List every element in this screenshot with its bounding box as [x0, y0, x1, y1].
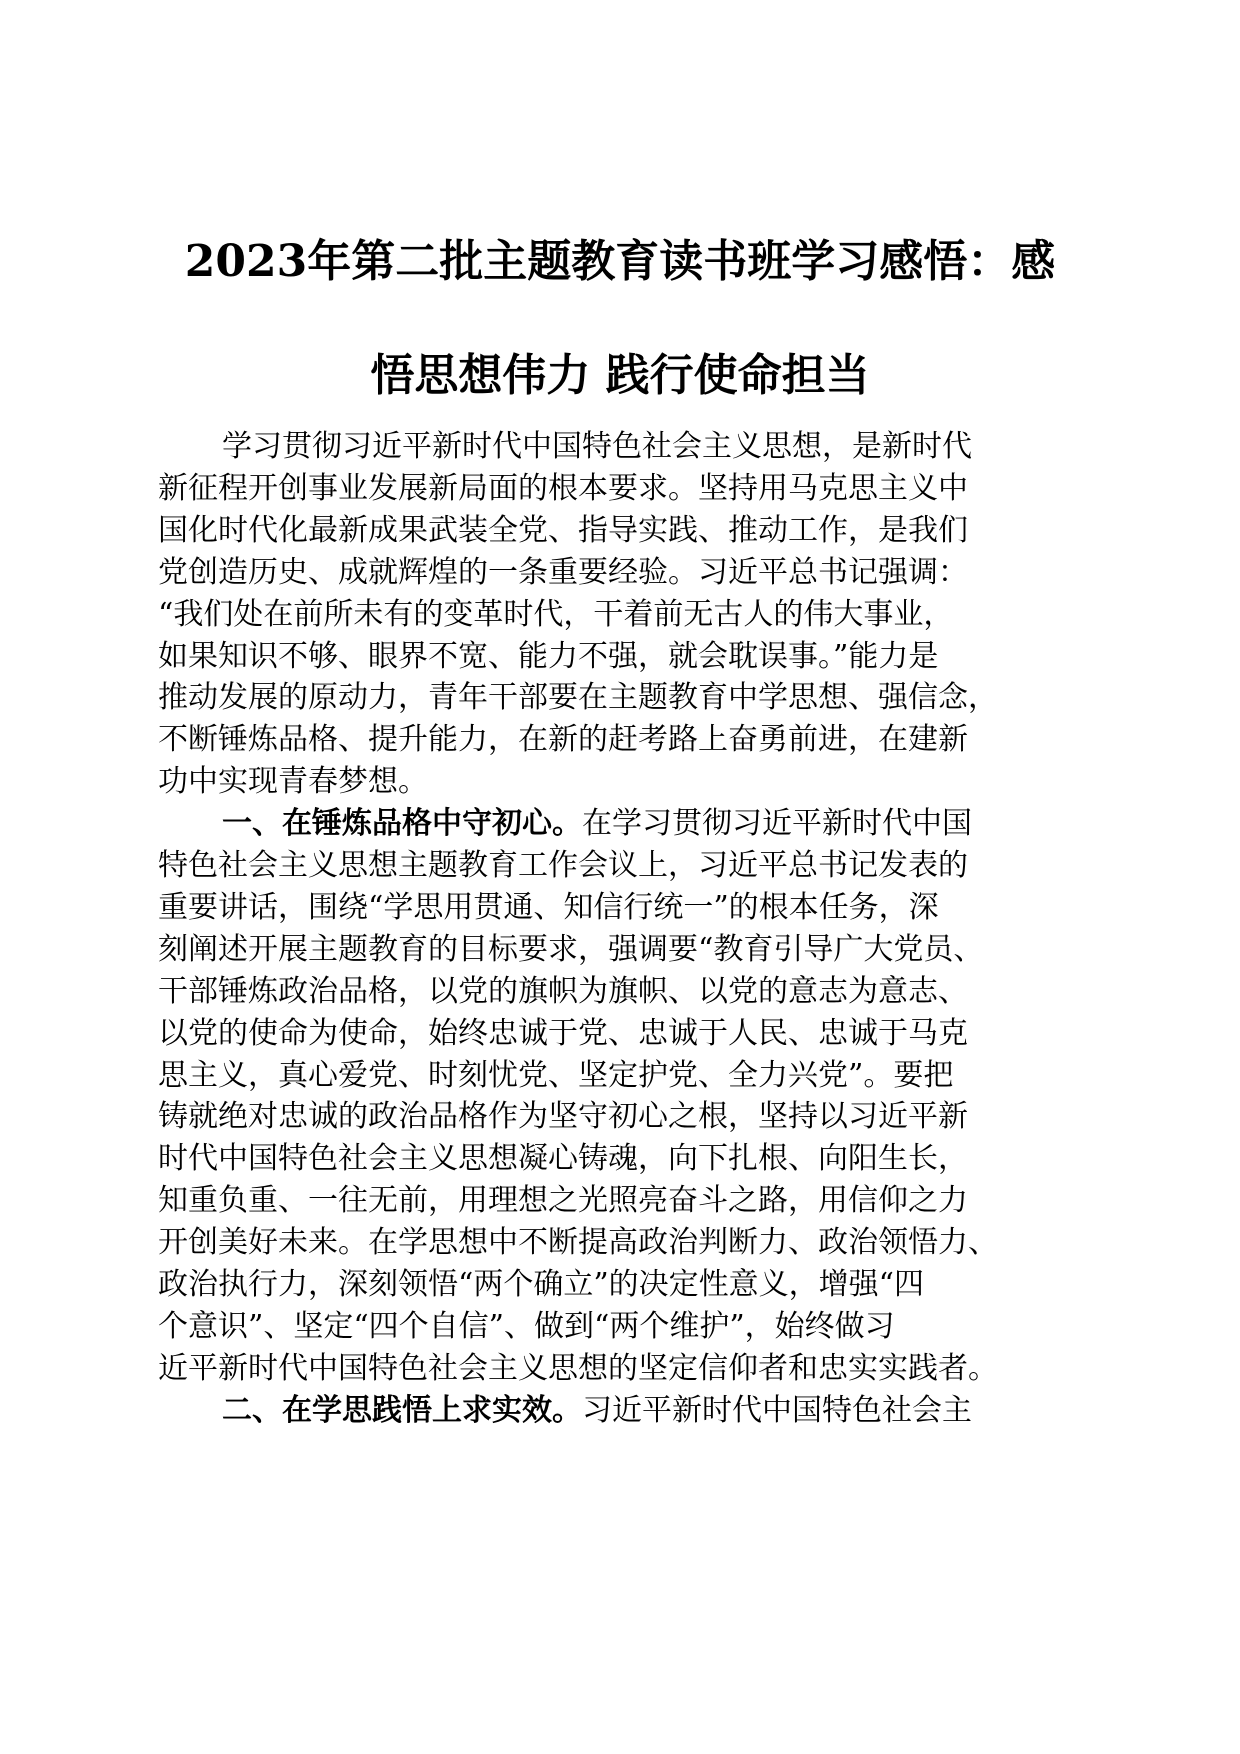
body-line — [158, 1015, 968, 1053]
body-line — [158, 1350, 998, 1388]
body-line-text: 国化时代化最新成果武装全党、指导实践、推动工作，是我们 — [158, 513, 968, 548]
body-line-text: 不断锤炼品格、提升能力，在新的赶考路上奋勇前进，在建新 — [158, 722, 968, 757]
body-line — [158, 847, 968, 885]
body-line-text: 时代中国特色社会主义思想凝心铸魂，向下扎根、向阳生长， — [158, 1141, 968, 1176]
body-line-text: 开创美好未来。在学思想中不断提高政治判断力、政治领悟力、 — [158, 1225, 998, 1260]
body-line-text: 重要讲话，围绕“学思用贯通、知信行统一”的根本任务，深 — [158, 890, 939, 925]
document-title-line-2: 悟思想伟力 践行使命担当 — [370, 350, 870, 401]
body-line-text: 习近平新时代中国特色社会主 — [582, 1393, 972, 1428]
body-line — [158, 1057, 953, 1095]
body-line — [158, 1308, 895, 1346]
body-line — [158, 1224, 998, 1262]
body-line-text: 政治执行力，深刻领悟“两个确立”的决定性意义，增强“四 — [158, 1267, 925, 1302]
section-heading: 二、在学思践悟上求实效。 — [222, 1393, 582, 1428]
body-line — [158, 721, 968, 759]
body-line — [158, 679, 998, 717]
body-line — [158, 638, 938, 676]
body-line — [158, 596, 953, 634]
body-line — [222, 805, 972, 843]
body-line-text: 党创造历史、成就辉煌的一条重要经验。习近平总书记强调： — [158, 555, 968, 590]
body-line-text: 学习贯彻习近平新时代中国特色社会主义思想，是新时代 — [222, 429, 972, 464]
body-line-text: 近平新时代中国特色社会主义思想的坚定信仰者和忠实实践者。 — [158, 1351, 998, 1386]
body-line — [158, 512, 968, 550]
body-line-text: 铸就绝对忠诚的政治品格作为坚守初心之根，坚持以习近平新 — [158, 1099, 968, 1134]
body-line-text: 干部锤炼政治品格，以党的旗帜为旗帜、以党的意志为意志、 — [158, 974, 968, 1009]
body-line — [222, 1392, 972, 1430]
body-line — [158, 470, 968, 508]
body-line-text: 刻阐述开展主题教育的目标要求，强调要“教育引导广大党员、 — [158, 932, 984, 967]
body-line — [158, 931, 983, 969]
body-line — [222, 428, 972, 466]
body-line-text: 个意识”、坚定“四个自信”、做到“两个维护”，始终做习 — [158, 1309, 895, 1344]
body-line-text: 知重负重、一往无前，用理想之光照亮奋斗之路，用信仰之力 — [158, 1183, 968, 1218]
section-heading: 一、在锤炼品格中守初心。 — [222, 806, 582, 841]
body-line — [158, 1098, 968, 1136]
body-line-text: 思主义，真心爱党、时刻忧党、坚定护党、全力兴党”。要把 — [158, 1058, 954, 1093]
body-line-text: 新征程开创事业发展新局面的根本要求。坚持用马克思主义中 — [158, 471, 968, 506]
body-line — [158, 889, 939, 927]
body-line-text: 以党的使命为使命，始终忠诚于党、忠诚于人民、忠诚于马克 — [158, 1016, 968, 1051]
body-line-text: 如果知识不够、眼界不宽、能力不强，就会耽误事。”能力是 — [158, 639, 939, 674]
body-line — [158, 763, 428, 801]
body-line — [158, 973, 968, 1011]
body-line-text: 在学习贯彻习近平新时代中国 — [582, 806, 972, 841]
body-line — [158, 1266, 924, 1304]
body-line — [158, 1182, 968, 1220]
body-line-text: 功中实现青春梦想。 — [158, 764, 428, 799]
body-line-text: “我们处在前所未有的变革时代，干着前无古人的伟大事业， — [158, 597, 954, 632]
body-line-text: 特色社会主义思想主题教育工作会议上，习近平总书记发表的 — [158, 848, 968, 883]
body-line — [158, 1140, 968, 1178]
document-title-line-1: 2023年第二批主题教育读书班学习感悟：感 — [184, 236, 1056, 287]
body-line — [158, 554, 968, 592]
body-line-text: 推动发展的原动力，青年干部要在主题教育中学思想、强信念， — [158, 680, 998, 715]
